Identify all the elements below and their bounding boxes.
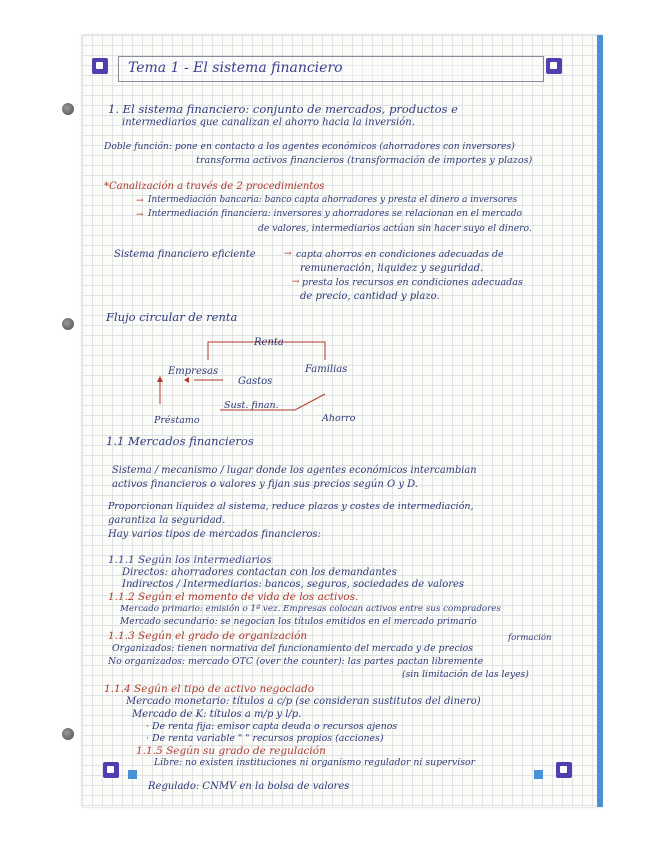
heading-1-1-1: 1.1.1 Según los intermediarios [108,554,272,566]
heading-mercados-financieros: 1.1 Mercados financieros [106,434,254,448]
text-line: · De renta fija: emisor capta deuda o recursos ajenos [146,721,398,732]
punch-hole [62,103,74,115]
flow-label-empresas: Empresas [168,366,219,377]
text-line: activos financieros o valores y fijan sus precios según O y D. [112,479,418,490]
arrow-up-icon [157,376,163,382]
text-line: Sistema financiero eficiente [114,249,256,260]
text-line: capta ahorros en condiciones adecuadas de [296,249,504,260]
text-line: de valores, intermediarios actúan sin hacer suyo el dinero. [258,223,532,234]
text-line: Mercado monetario: títulos a c/p (se consideran sustitutos del dinero) [126,696,481,707]
text-line: Mercado de K: títulos a m/p y l/p. [132,709,302,720]
text-line: · De renta variable " " recursos propios (acciones) [146,733,384,744]
arrow-icon: → [284,249,292,259]
text-line: Indirectos / Intermediarios: bancos, seguros, sociedades de valores [122,579,465,590]
text-line: de precio, cantidad y plazo. [300,291,440,302]
text-line: *Canalización a través de 2 procedimientos [104,181,325,192]
flow-label-renta: Renta [254,337,284,348]
corner-marker-icon [546,58,562,74]
heading-1-1-4: 1.1.4 Según el tipo de activo negociado [104,683,315,695]
text-line: Libre: no existen instituciones ni organismo regulador ni supervisor [154,757,476,768]
arrow-left-icon [184,377,189,383]
blue-square-mark [128,770,137,779]
heading-1-1-2: 1.1.2 Según el momento de vida de los activos. [108,591,359,603]
text-line: Mercado secundario: se negocian los títulos emitidos en el mercado primario [120,617,477,627]
text-line: Sistema / mecanismo / lugar donde los agentes económicos intercambian [112,465,477,476]
blue-square-mark [534,770,543,779]
flow-label-familias: Familias [305,364,348,375]
corner-marker-icon [103,762,119,778]
text-line: formación [508,633,552,643]
heading-1-1-3: 1.1.3 Según el grado de organización [108,630,308,642]
text-line: Doble función: pone en contacto a los agentes económicos (ahorradores con inversores) [104,141,515,152]
page-title: Tema 1 - El sistema financiero [128,60,343,76]
flow-label-ahorro: Ahorro [322,413,356,424]
text-line: remuneración, liquidez y seguridad. [300,263,484,274]
circular-flow-diagram [150,332,380,427]
text-line: Intermediación bancaria: banco capta ahorradores y presta el dinero a inversores [148,195,518,205]
arrow-icon: → [136,196,144,206]
text-line: intermediarios que canalizan el ahorro hacia la inversión. [122,117,415,128]
text-line: presta los recursos en condiciones adecuadas [302,277,523,288]
heading-sistema-financiero: 1. El sistema financiero: conjunto de mercados, productos e [108,102,458,116]
text-line: Organizados: tienen normativa del funcionamiento del mercado y de precios [112,643,473,654]
flow-label-sust-finan: Sust. finan. [224,400,279,411]
text-line: Proporcionan liquidez al sistema, reduce plazos y costes de intermediación, [108,501,474,512]
heading-1-1-5: 1.1.5 Según su grado de regulación [136,745,326,757]
text-line: Hay varios tipos de mercados financieros: [108,529,321,540]
text-line: Directos: ahorradores contactan con los demandantes [122,567,397,578]
arrow-icon: → [136,210,144,220]
arrow-icon: → [292,277,300,287]
text-line: transforma activos financieros (transformación de importes y plazos) [196,155,533,166]
heading-flujo-circular: Flujo circular de renta [106,310,238,324]
corner-marker-icon [92,58,108,74]
text-line: (sin limitación de las leyes) [402,669,529,680]
text-line: Regulado: CNMV en la bolsa de valores [148,781,350,792]
punch-hole [62,318,74,330]
corner-marker-icon [556,762,572,778]
punch-hole [62,728,74,740]
page-edge-stripe [597,35,603,807]
flow-label-prestamo: Préstamo [154,415,200,426]
text-line: garantiza la seguridad. [108,515,226,526]
text-line: No organizados: mercado OTC (over the counter): las partes pactan libremente [108,656,484,667]
flow-label-gastos: Gastos [238,376,273,387]
text-line: Mercado primario: emisión o 1ª vez. Empresas colocan activos entre sus compradores [120,604,501,614]
text-line: Intermediación financiera: inversores y ahorradores se relacionan en el mercado [148,209,523,219]
